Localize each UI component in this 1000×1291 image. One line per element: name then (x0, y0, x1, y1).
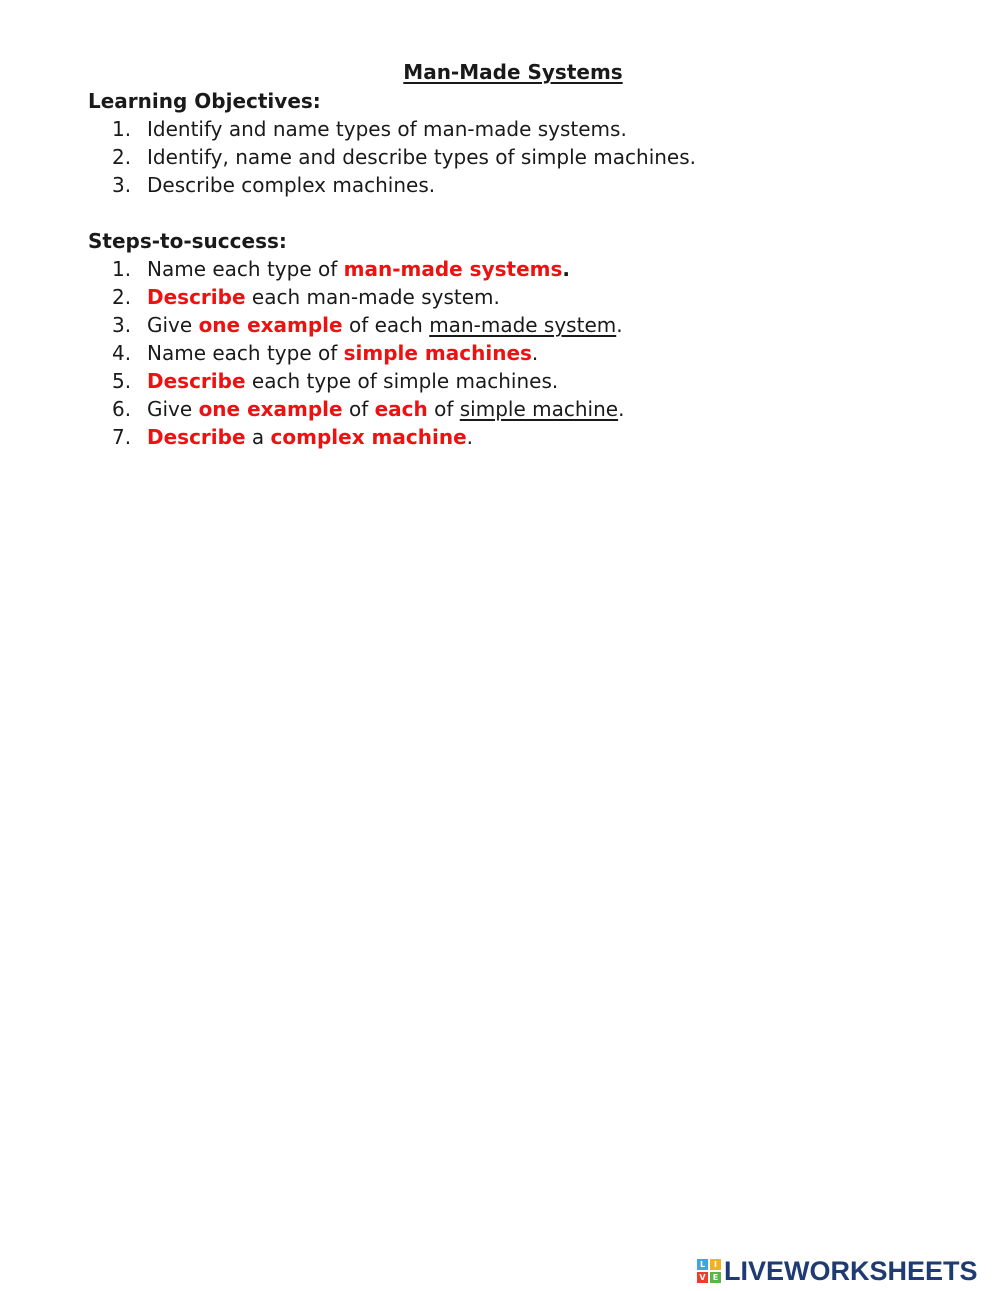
list-item (112, 339, 624, 367)
item-text: Describe complex machines. (147, 173, 436, 197)
text-segment: Name each type of (147, 341, 344, 365)
item-number: 7. (112, 425, 132, 449)
logo-letter: L (697, 1259, 708, 1270)
brand-name: LIVEWORKSHEETS (724, 1256, 978, 1286)
item-number: 3. (112, 173, 132, 197)
text-segment: of (342, 397, 375, 421)
text-segment: of (427, 397, 460, 421)
item-number: 2. (112, 285, 132, 309)
learning-objectives-heading: Learning Objectives: (88, 89, 321, 113)
item-number: 1. (112, 117, 132, 141)
text-segment: Describe (147, 425, 246, 449)
text-segment: Give (147, 313, 199, 337)
text-segment: Give (147, 397, 199, 421)
logo-letter: V (697, 1272, 708, 1283)
item-number: 4. (112, 341, 132, 365)
liveworksheets-logo (697, 1258, 978, 1284)
text-segment: simple machines (343, 341, 532, 365)
item-text (147, 283, 500, 311)
item-number: 2. (112, 145, 132, 169)
list-item (112, 171, 696, 199)
list-item (112, 395, 624, 423)
logo-icon (697, 1259, 721, 1283)
list-item (112, 311, 624, 339)
logo-letter: I (710, 1259, 721, 1270)
list-item (112, 367, 624, 395)
text-segment: man-made systems (343, 257, 563, 281)
item-text: Identify and name types of man-made systems. (147, 117, 627, 141)
text-segment: complex machine (270, 425, 467, 449)
document-title: Man-Made Systems (403, 60, 623, 84)
list-item (112, 423, 624, 451)
item-text (147, 395, 624, 423)
text-segment: Describe (147, 369, 246, 393)
text-segment: . (562, 257, 571, 281)
item-text: Identify, name and describe types of simple machines. (147, 145, 697, 169)
text-segment: one example (198, 313, 343, 337)
steps-to-success-list (112, 255, 624, 451)
item-number: 5. (112, 369, 132, 393)
item-number: 3. (112, 313, 132, 337)
text-segment: simple machine (459, 397, 619, 421)
text-segment: . (616, 313, 623, 337)
text-segment: . (466, 425, 473, 449)
item-text (147, 367, 558, 395)
list-item (112, 255, 624, 283)
item-text (147, 255, 570, 283)
item-number: 1. (112, 257, 132, 281)
list-item (112, 115, 696, 143)
text-segment: . (618, 397, 625, 421)
logo-letter: E (710, 1272, 721, 1283)
text-segment: each (374, 397, 428, 421)
item-text (147, 311, 623, 339)
item-number: 6. (112, 397, 132, 421)
list-item (112, 283, 624, 311)
text-segment: each man-made system. (245, 285, 500, 309)
item-text (147, 423, 473, 451)
text-segment: Describe (147, 285, 246, 309)
text-segment: one example (198, 397, 343, 421)
text-segment: of each (342, 313, 430, 337)
item-text (147, 339, 538, 367)
text-segment: each type of simple machines. (245, 369, 559, 393)
learning-objectives-list (112, 115, 696, 199)
text-segment: man-made system (429, 313, 617, 337)
text-segment: . (531, 341, 539, 365)
list-item (112, 143, 696, 171)
text-segment: Name each type of (147, 257, 344, 281)
text-segment: a (245, 425, 271, 449)
steps-to-success-heading: Steps-to-success: (88, 229, 287, 253)
